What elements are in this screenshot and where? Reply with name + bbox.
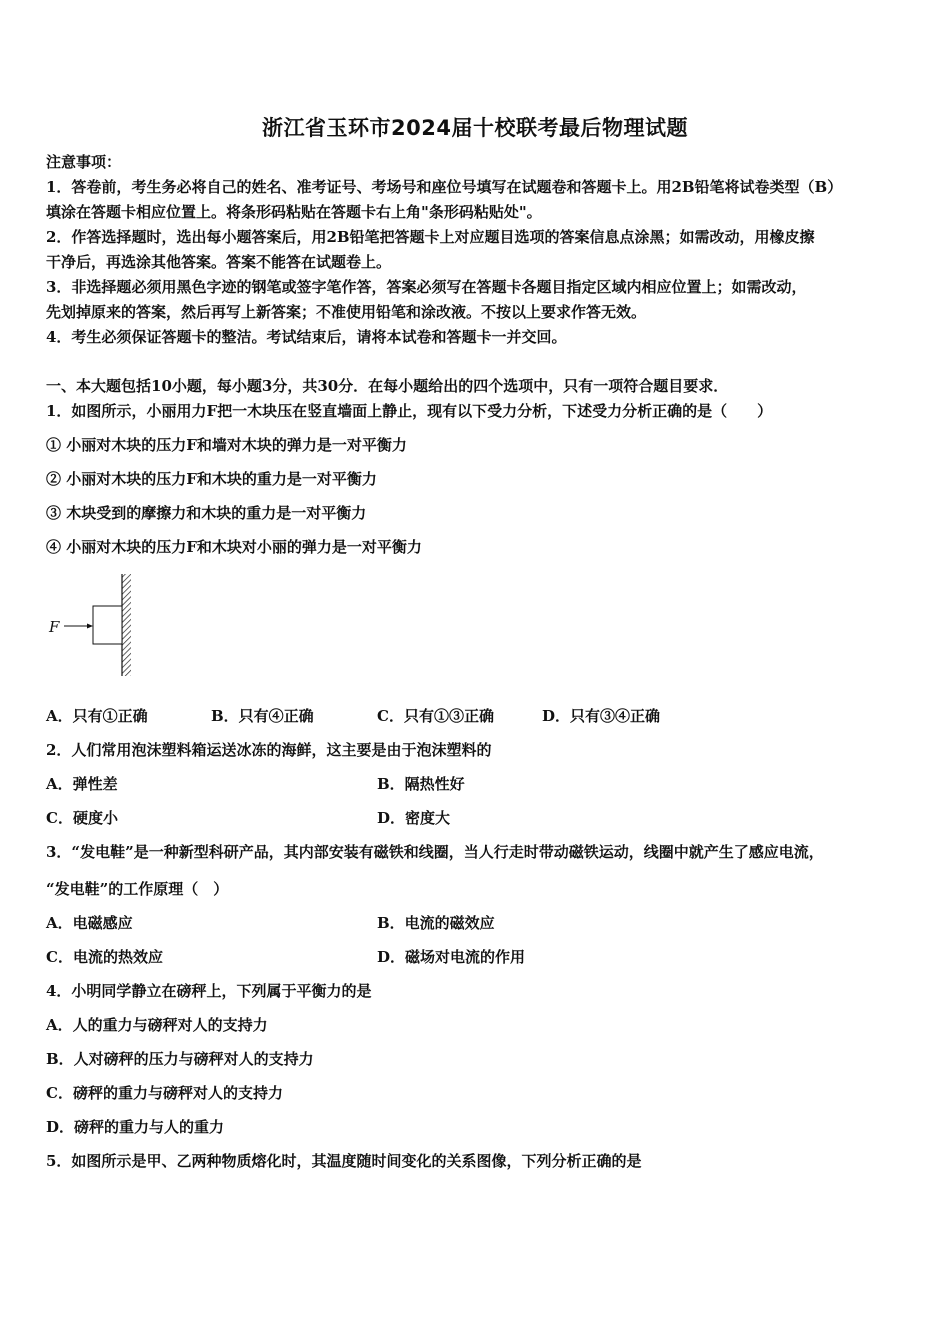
question-4-option-a[interactable]: A．人的重力与磅秤对人的支持力 [46,1016,268,1034]
question-1-statement-4: ④ 小丽对木块的压力F和木块对小丽的弹力是一对平衡力 [46,538,422,556]
question-3-option-a[interactable]: A．电磁感应 [46,914,133,932]
wooden-block [93,606,122,644]
question-4-option-b[interactable]: B．人对磅秤的压力与磅秤对人的支持力 [46,1050,314,1068]
question-2-option-b[interactable]: B．隔热性好 [377,775,465,793]
question-4-option-c[interactable]: C．磅秤的重力与磅秤对人的支持力 [46,1084,283,1102]
question-3-option-d[interactable]: D．磁场对电流的作用 [377,948,526,966]
question-1-option-c[interactable]: C．只有①③正确 [377,707,494,725]
question-1-statement-3: ③ 木块受到的摩擦力和木块的重力是一对平衡力 [46,504,367,522]
wall-hatching [122,574,131,676]
question-3-option-b[interactable]: B．电流的磁效应 [377,914,495,932]
question-1-stem: 1．如图所示，小丽用力F把一木块压在竖直墙面上静止，现有以下受力分析，下述受力分析正确的是（ ） [46,402,773,420]
question-2-option-d[interactable]: D．密度大 [377,809,451,827]
question-2-stem: 2．人们常用泡沫塑料箱运送冰冻的海鲜，这主要是由于泡沫塑料的 [46,741,492,759]
question-1-option-d[interactable]: D．只有③④正确 [542,707,661,725]
notice-line-3: 2．作答选择题时，选出每小题答案后，用2B铅笔把答题卡上对应题目选项的答案信息点涂黑；如需改动，用橡皮擦 [46,228,815,246]
question-1-option-a[interactable]: A．只有①正确 [46,707,148,725]
notice-line-5: 3．非选择题必须用黑色字迹的钢笔或签字笔作答，答案必须写在答题卡各题目指定区域内相应位置上；如需改动， [46,278,807,296]
question-3-stem-line-1: 3．“发电鞋”是一种新型科研产品，其内部安装有磁铁和线圈，当人行走时带动磁铁运动，线圈中就产生了感应电流， [46,843,824,861]
notice-heading: 注意事项： [46,153,122,171]
notice-line-7: 4．考生必须保证答题卡的整洁。考试结束后，请将本试卷和答题卡一并交回。 [46,328,567,346]
notice-line-4: 干净后，再选涂其他答案。答案不能答在试题卷上。 [46,253,392,271]
question-4-stem: 4．小明同学静立在磅秤上，下列属于平衡力的是 [46,982,372,1000]
question-5-stem: 5．如图所示是甲、乙两种物质熔化时，其温度随时间变化的关系图像，下列分析正确的是 [46,1152,642,1170]
notice-line-6: 先划掉原来的答案，然后再写上新答案；不准使用铅笔和涂改液。不按以上要求作答无效。 [46,303,647,321]
question-4-option-d[interactable]: D．磅秤的重力与人的重力 [46,1118,225,1136]
force-arrow-head [87,624,93,629]
question-2-option-a[interactable]: A．弹性差 [46,775,118,793]
question-2-option-c[interactable]: C．硬度小 [46,809,118,827]
notice-line-1: 1．答卷前，考生务必将自己的姓名、准考证号、考场号和座位号填写在试题卷和答题卡上。用2B铅笔将试卷类型（B） [46,178,843,196]
question-1-statement-2: ② 小丽对木块的压力F和木块的重力是一对平衡力 [46,470,377,488]
question-1-option-b[interactable]: B．只有④正确 [211,707,314,725]
section-heading: 一、本大题包括10小题，每小题3分，共30分．在每小题给出的四个选项中，只有一项符合题目要求． [46,377,729,395]
question-1-statement-1: ① 小丽对木块的压力F和墙对木块的弹力是一对平衡力 [46,436,407,454]
question-3-stem-line-2: “发电鞋”的工作原理（ ） [46,880,229,898]
notice-line-2: 填涂在答题卡相应位置上。将条形码粘贴在答题卡右上角"条形码粘贴处"。 [46,203,542,221]
page-title: 浙江省玉环市2024届十校联考最后物理试题 [262,116,688,140]
question-1-figure [44,570,144,680]
force-label: F [49,618,60,636]
question-3-option-c[interactable]: C．电流的热效应 [46,948,163,966]
